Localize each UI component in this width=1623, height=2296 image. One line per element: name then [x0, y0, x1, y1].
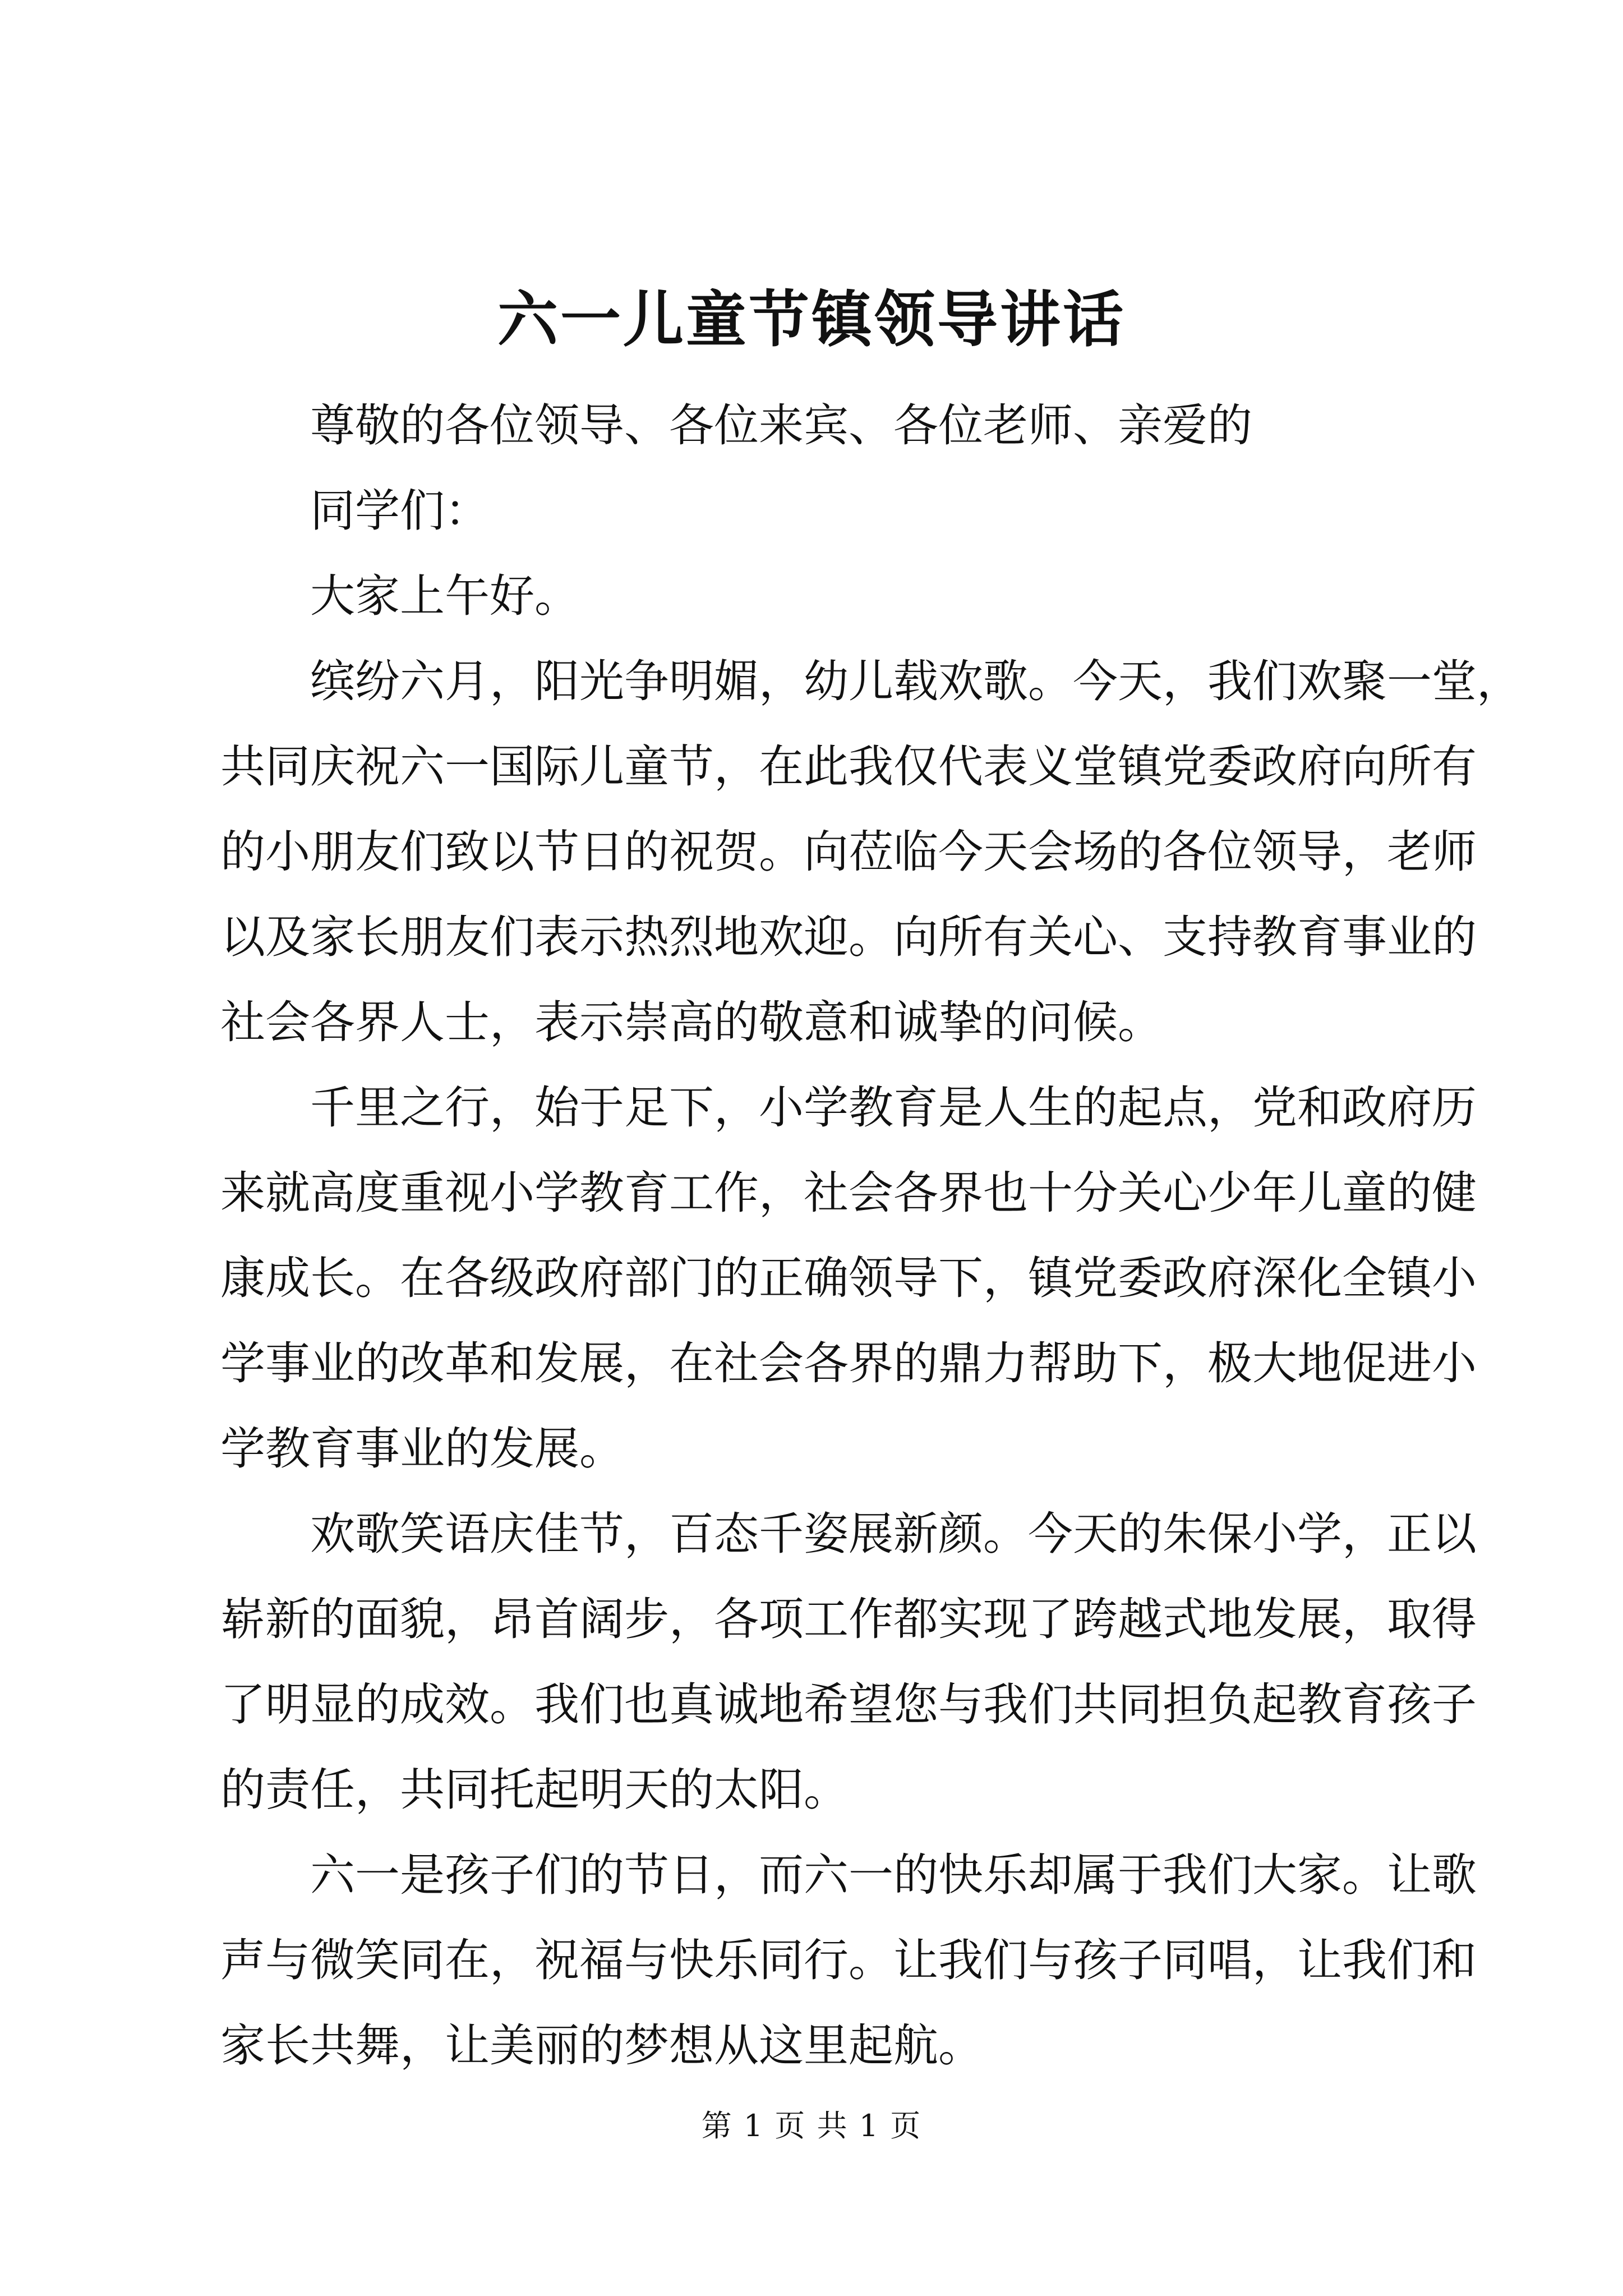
salutation-line: 同学们： [310, 485, 490, 537]
paragraph-line: 了明显的成效。我们也真诚地希望您与我们共同担负起教育孩子 [220, 1678, 1477, 1731]
paragraph-line: 学教育事业的发展。 [220, 1423, 624, 1475]
paragraph-line: 千里之行，始于足下，小学教育是人生的起点，党和政府历 [310, 1082, 1477, 1134]
salutation-line: 尊敬的各位领导、各位来宾、各位老师、亲爱的 [310, 399, 1252, 452]
paragraph-line: 以及家长朋友们表示热烈地欢迎。向所有关心、支持教育事业的 [220, 911, 1477, 963]
paragraph-line: 崭新的面貌，昂首阔步，各项工作都实现了跨越式地发展，取得 [220, 1593, 1477, 1645]
document-title: 六一儿童节镇领导讲话 [497, 284, 1126, 355]
paragraph-line: 社会各界人士，表示崇高的敬意和诚挚的问候。 [220, 996, 1163, 1048]
paragraph-line: 学事业的改革和发展，在社会各界的鼎力帮助下，极大地促进小 [220, 1337, 1477, 1389]
paragraph-line: 共同庆祝六一国际儿童节，在此我仅代表义堂镇党委政府向所有 [220, 740, 1477, 793]
paragraph-line: 的小朋友们致以节日的祝贺。向莅临今天会场的各位领导，老师 [220, 826, 1477, 878]
paragraph-line: 家长共舞，让美丽的梦想从这里起航。 [220, 2019, 983, 2072]
page-footer: 第 1 页 共 1 页 [701, 2108, 922, 2143]
paragraph-line: 声与微笑同在，祝福与快乐同行。让我们与孩子同唱，让我们和 [220, 1934, 1477, 1986]
paragraph-line: 六一是孩子们的节日，而六一的快乐却属于我们大家。让歌 [310, 1849, 1477, 1901]
paragraph-line: 缤纷六月，阳光争明媚，幼儿载欢歌。今天，我们欢聚一堂， [310, 655, 1521, 707]
paragraph-line: 来就高度重视小学教育工作，社会各界也十分关心少年儿童的健 [220, 1167, 1477, 1219]
paragraph-line: 的责任，共同托起明天的太阳。 [220, 1764, 849, 1816]
speech-body [220, 383, 1521, 2088]
greeting-line: 大家上午好。 [310, 570, 579, 622]
paragraph-line: 康成长。在各级政府部门的正确领导下，镇党委政府深化全镇小 [220, 1252, 1477, 1304]
paragraph-line: 欢歌笑语庆佳节，百态千姿展新颜。今天的朱保小学，正以 [310, 1508, 1477, 1560]
